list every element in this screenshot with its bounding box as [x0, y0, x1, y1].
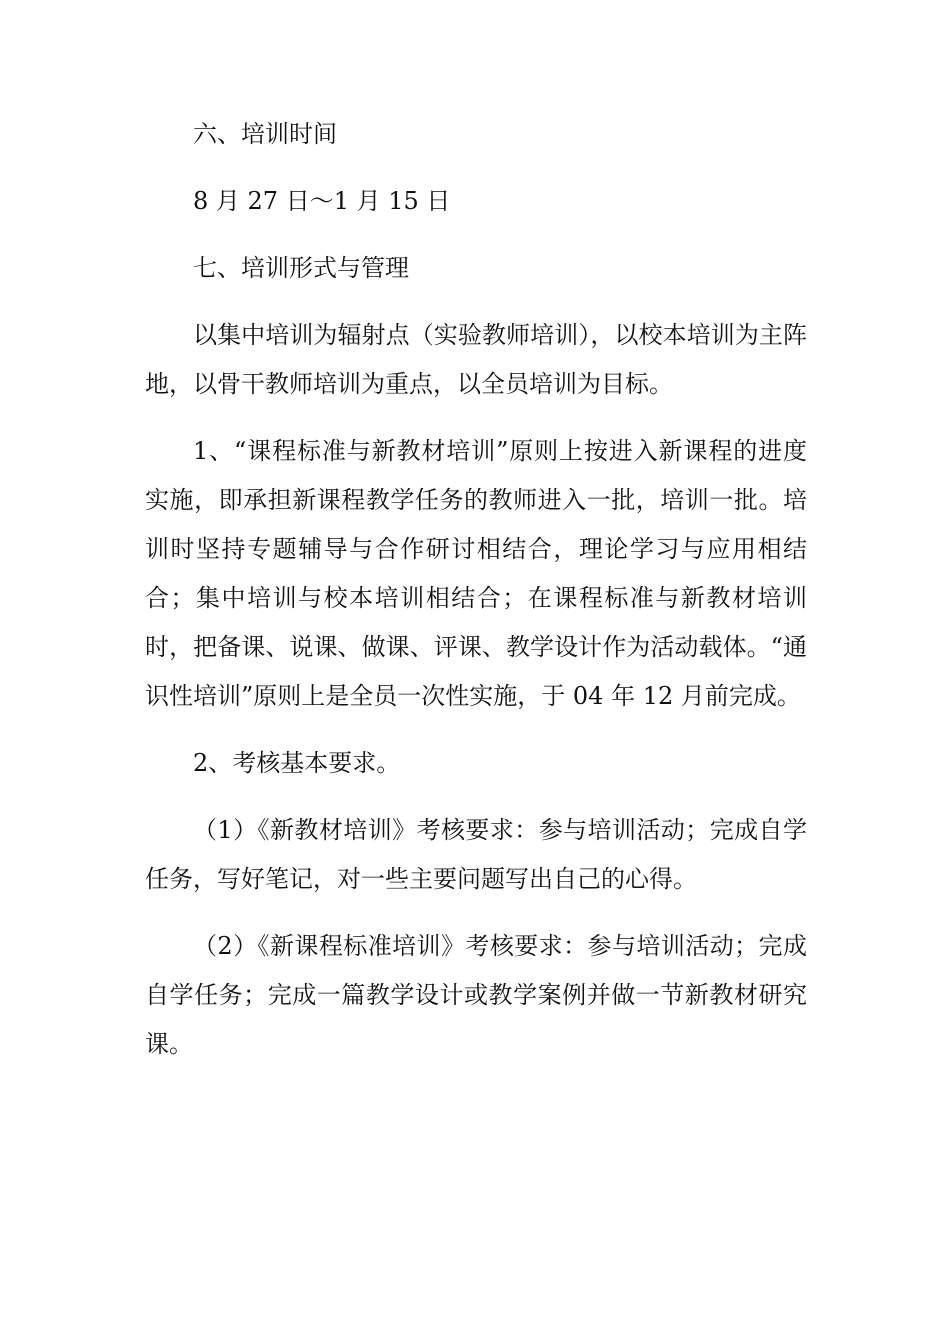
paragraph-requirement-1: （1）《新教材培训》考核要求：参与培训活动；完成自学任务，写好笔记，对一些主要问题写出自己的心得。 — [145, 816, 807, 893]
document-body — [145, 110, 807, 1069]
section-heading-training-time: 六、培训时间 — [193, 120, 337, 148]
section-heading-training-form: 七、培训形式与管理 — [193, 254, 409, 282]
paragraph-item-1: 1、“课程标准与新教材培训”原则上按进入新课程的进度实施，即承担新课程教学任务的教师进入一批，培训一批。培训时坚持专题辅导与合作研讨相结合，理论学习与应用相结合；集中培训与校本培训相结合；在课程标准与新教材培训时，把备课、说课、做课、评课、教学设计作为活动载体。“通识性培训”原则上是全员一次性实施，于 04 年 12 月前完成。 — [145, 437, 807, 710]
paragraph-item-2: 2、考核基本要求。 — [193, 749, 401, 777]
training-date-range: 8 月 27 日～1 月 15 日 — [193, 187, 451, 215]
paragraph-training-approach: 以集中培训为辐射点（实验教师培训），以校本培训为主阵地，以骨干教师培训为重点，以全员培训为目标。 — [145, 321, 807, 398]
paragraph-requirement-2: （2）《新课程标准培训》考核要求：参与培训活动；完成自学任务；完成一篇教学设计或教学案例并做一节新教材研究课。 — [145, 932, 807, 1058]
